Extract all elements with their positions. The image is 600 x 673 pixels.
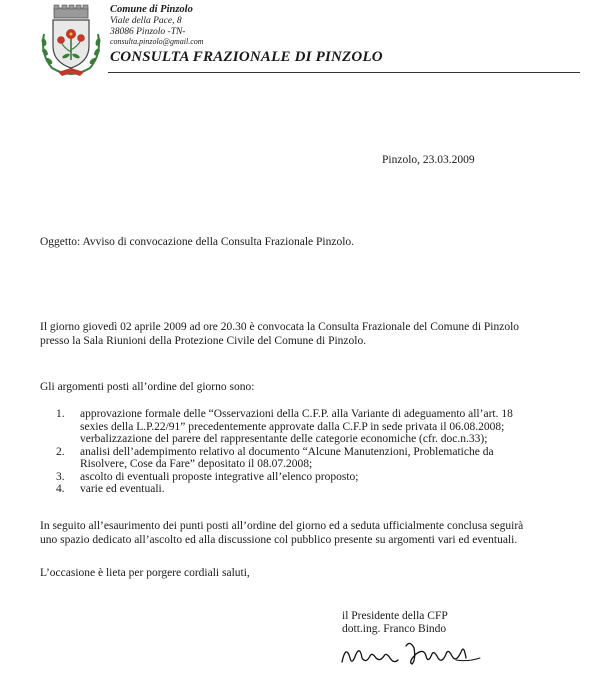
paragraph-line: uno spazio dedicato all’ascolto ed alla discussione col pubblico presente su argomenti vari ed eventuali.	[40, 534, 518, 546]
agenda-item-number: 1.	[56, 408, 65, 420]
agenda-item-line: analisi dell’adempimento relativo al documento “Alcune Manutenzioni, Problematiche da	[80, 445, 494, 458]
agenda-intro: Gli argomenti posti all’ordine del giorno sono:	[40, 381, 255, 393]
signatory-role: il Presidente della CFP	[342, 610, 448, 622]
closing-paragraph	[40, 519, 523, 547]
agenda-item	[56, 483, 586, 496]
letterhead	[110, 4, 580, 66]
handwritten-signature	[336, 636, 486, 670]
agenda-item-line: approvazione formale delle “Osservazioni della C.F.P. alla Variante di adeguamento all’art. 18	[80, 408, 513, 420]
agenda-item-number: 2.	[56, 445, 65, 458]
signatory-name: dott.ing. Franco Bindo	[342, 623, 447, 635]
municipality-name: Comune di Pinzolo	[110, 4, 193, 15]
letterhead-address: Viale della Pace, 8	[110, 16, 182, 26]
agenda-item-line: sexies della L.P.22/91” precedentemente approvate dalla C.F.P in sede privata il 06.08.2008;	[80, 420, 505, 433]
closing-greeting: L’occasione è lieta per porgere cordiali saluti,	[40, 567, 250, 579]
paragraph-line: In seguito all’esaurimento dei punti posti all’ordine del giorno ed a seduta ufficialmente conclusa seguirà	[40, 520, 524, 532]
letterhead-divider	[108, 72, 580, 73]
letterhead-title: CONSULTA FRAZIONALE DI PINZOLO	[110, 49, 383, 65]
letterhead-email: consulta.pinzolo@gmail.com	[110, 37, 204, 46]
letter-subject: Oggetto: Avviso di convocazione della Consulta Frazionale Pinzolo.	[40, 236, 355, 248]
paragraph-line: presso la Sala Riunioni della Protezione Civile del Comune di Pinzolo.	[40, 335, 367, 347]
agenda-item	[56, 471, 586, 484]
agenda-list	[56, 408, 586, 496]
agenda-item-line: ascolto di eventuali proposte integrative all’elenco proposto;	[80, 470, 359, 483]
agenda-item	[56, 408, 586, 446]
agenda-item-number: 4.	[56, 483, 65, 495]
paragraph-line: Il giorno giovedì 02 aprile 2009 ad ore 20.30 è convocata la Consulta Frazionale del Comune di Pinzolo	[40, 321, 520, 333]
letterhead-city: 38086 Pinzolo -TN-	[110, 26, 186, 37]
meeting-paragraph	[40, 320, 580, 348]
agenda-item-number: 3.	[56, 470, 65, 483]
agenda-item-line: varie ed eventuali.	[80, 483, 165, 495]
agenda-item-line: verbalizzazione del parere del rappresentante delle categorie economiche (cfr. doc.n.33);	[80, 433, 488, 445]
agenda-item	[56, 446, 586, 471]
agenda-item-line: Risolvere, Cose da Fare” depositato il 08.07.2008;	[80, 458, 313, 470]
municipal-crest-logo	[38, 4, 104, 78]
letter-date: Pinzolo, 23.03.2009	[382, 154, 475, 166]
